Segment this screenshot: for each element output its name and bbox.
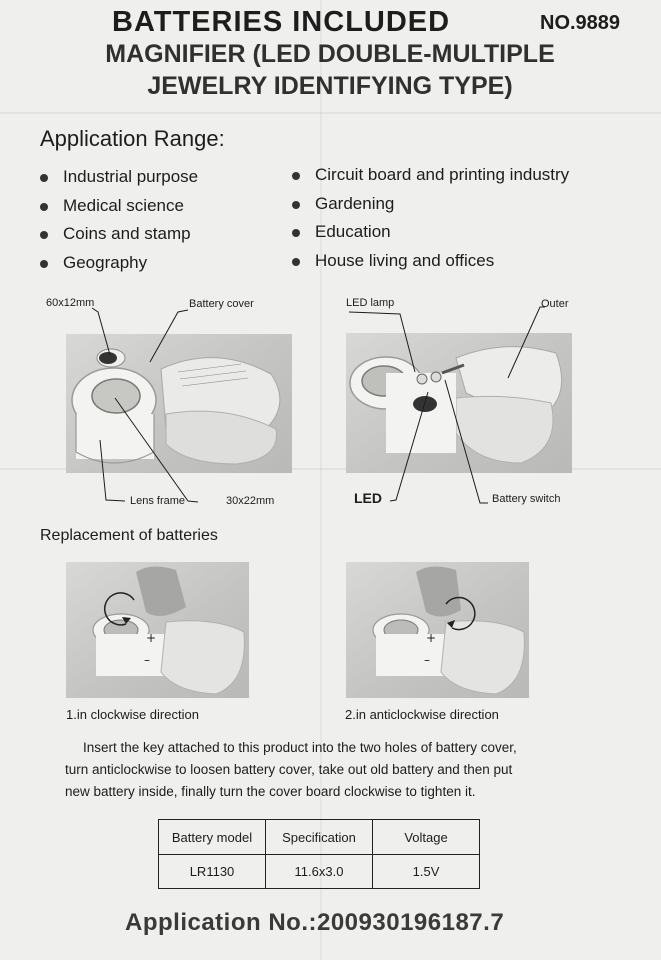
product-title-line2: JEWELRY IDENTIFYING TYPE) — [147, 72, 513, 100]
application-list-left — [38, 167, 198, 281]
table-row — [159, 855, 480, 889]
paper-fold — [0, 112, 661, 114]
svg-text:+: + — [146, 631, 157, 645]
replacement-clockwise-photo — [66, 562, 249, 698]
battery-cover-label: Battery cover — [189, 298, 254, 310]
list-item: Geography — [38, 253, 198, 282]
lens-size-label: 30x22mm — [226, 495, 275, 507]
instruction-line: Insert the key attached to this product into the two holes of battery cover, — [83, 740, 517, 755]
list-item: House living and offices — [290, 251, 569, 280]
table-header: Voltage — [373, 820, 480, 855]
list-item: Coins and stamp — [38, 224, 198, 253]
magnifier-open-photo — [346, 333, 572, 473]
replacement-heading: Replacement of batteries — [40, 527, 218, 544]
model-number: NO.9889 — [540, 12, 621, 34]
table-cell: LR1130 — [159, 855, 266, 889]
battery-spec-table — [158, 819, 480, 889]
svg-text:+: + — [426, 631, 437, 645]
product-title-line1: MAGNIFIER (LED DOUBLE-MULTIPLE — [105, 40, 555, 68]
caption-clockwise: 1.in clockwise direction — [66, 707, 199, 722]
led-lamp-label: LED lamp — [346, 297, 395, 309]
table-cell: 1.5V — [373, 855, 480, 889]
list-item: Gardening — [290, 194, 569, 223]
table-header-row — [159, 820, 480, 855]
list-item: Circuit board and printing industry — [290, 165, 569, 194]
application-number: Application No.:200930196187.7 — [125, 909, 505, 936]
magnifier-front-photo — [66, 334, 292, 473]
application-list-right — [290, 165, 569, 279]
table-header: Battery model — [159, 820, 266, 855]
replacement-instructions — [65, 737, 605, 803]
size-60x12-label: 60x12mm — [46, 297, 95, 309]
application-range-heading: Application Range: — [40, 126, 225, 151]
list-item: Medical science — [38, 196, 198, 225]
list-item: Education — [290, 222, 569, 251]
lens-frame-label: Lens frame — [130, 495, 186, 507]
instruction-line: turn anticlockwise to loosen battery cover, take out old battery and then put — [65, 762, 513, 777]
table-header: Specification — [266, 820, 373, 855]
instruction-line: new battery inside, finally turn the cover board clockwise to tighten it. — [65, 784, 476, 799]
table-cell: 11.6x3.0 — [266, 855, 373, 889]
caption-anticlockwise: 2.in anticlockwise direction — [345, 707, 499, 722]
replacement-anticlockwise-photo — [346, 562, 529, 698]
list-item: Industrial purpose — [38, 167, 198, 196]
battery-switch-label: Battery switch — [492, 493, 561, 505]
outer-label: Outer — [541, 298, 569, 310]
svg-text:–: – — [144, 653, 150, 667]
batteries-included-heading: BATTERIES INCLUDED — [112, 6, 451, 38]
led-label: LED — [354, 490, 382, 506]
paper-fold — [320, 0, 322, 960]
svg-text:–: – — [424, 653, 430, 667]
